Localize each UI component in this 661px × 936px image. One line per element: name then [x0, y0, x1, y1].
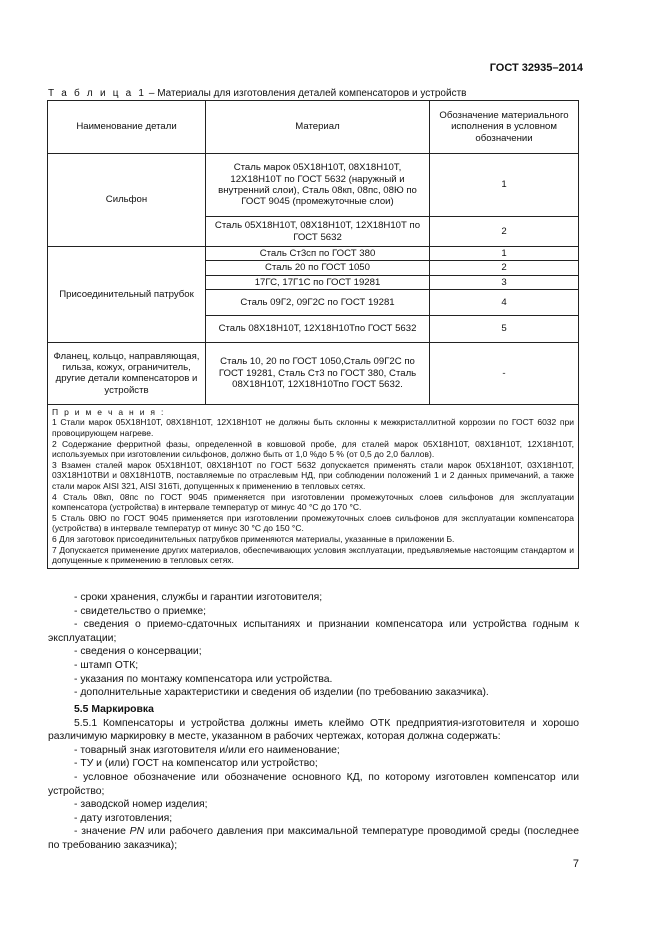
note-item: 3 Взамен сталей марок 05Х18Н10Т, 08Х18Н10Т по ГОСТ 5632 допускается применять стали марок 05Х18Н10Т, 03Х18Н10Т, 03Х18Н10ТВИ и 08Х18Н10ТВ, поставляемые по отраслевым НД, при соблюдении положений 1 и 2 данных примечаний, а также стали марок AISI 321, AISI 316Ti, допущенных к применению в тепловых сетях. — [52, 459, 574, 492]
list-item: - штамп ОТК; — [74, 659, 139, 671]
list-item: - свидетельство о приемке; — [74, 605, 207, 617]
note-item: 6 Для заготовок присоединительных патрубков применяются материалы, указанные в приложении Б. — [52, 534, 455, 545]
material-cell: Сталь 05Х18Н10Т, 08Х18Н10Т, 12Х18Н10Т по ГОСТ 5632 — [206, 217, 430, 247]
material-cell: Сталь марок 05Х18Н10Т, 08Х18Н10Т, 12Х18Н10Т по ГОСТ 5632 (наружный и внутренний слои), Сталь 08кп, 08пс, 08Ю по ГОСТ 9045 (промежуточные слои) — [206, 154, 430, 217]
material-cell: Сталь 08Х18Н10Т, 12Х18Н10Тпо ГОСТ 5632 — [206, 315, 430, 342]
code-cell: 2 — [430, 261, 579, 275]
note-item: 4 Сталь 08кп, 08пс по ГОСТ 9045 применяется при изготовлении промежуточных слоев сильфонов для эксплуатации компенсатора (устройства) в интервале температур от минус 40 °С до 170 °С. — [52, 491, 574, 513]
list-item-text: - значение — [74, 826, 130, 838]
list-item-text: или рабочего давления при максимальной температуре проводимой среды (последнее по требованию заказчика); — [48, 826, 579, 851]
part-bellows: Сильфон — [48, 154, 206, 247]
code-cell: 4 — [430, 289, 579, 315]
code-cell: 2 — [430, 217, 579, 247]
code-cell: 3 — [430, 275, 579, 289]
list-item: - условное обозначение или обозначение основного КД, по которому изготовлен компенсатор или устройство; — [48, 771, 579, 797]
note-item: 5 Сталь 08Ю по ГОСТ 9045 применяется при изготовлении промежуточных слоев сильфонов для эксплуатации компенсатора (устройства) в интервале температур от минус 30 °С до 150 °С. — [52, 512, 574, 534]
list-item: - сведения о приемо-сдаточных испытаниях и признании компенсатора или устройства годным к эксплуатации; — [48, 619, 579, 644]
table-caption — [48, 88, 608, 99]
materials-table — [47, 100, 579, 569]
note-item: 1 Стали марок 05Х18Н10Т, 08Х18Н10Т, 12Х18Н10Т не должны быть склонны к межкристаллитной коррозии по ГОСТ 6032 при провоцирующем нагреве. — [52, 417, 574, 439]
code-cell: 1 — [430, 154, 579, 217]
note-item: 2 Содержание ферритной фазы, определенной в ковшовой пробе, для сталей марок 05Х18Н10Т, 08Х18Н10Т, 12Х18Н10Т, используемых при изготовлении сильфонов, должно быть от 1,0 %до 5 % (от 0,5 до 2,0 баллов). — [52, 438, 574, 460]
list-item: - сроки хранения, службы и гарантии изготовителя; — [74, 592, 323, 603]
material-cell: Сталь 09Г2, 09Г2С по ГОСТ 19281 — [206, 289, 430, 315]
notes-title: П р и м е ч а н и я : — [52, 406, 166, 417]
list-item — [48, 825, 579, 852]
section-heading: 5.5 Маркировка — [74, 704, 154, 715]
material-cell: Сталь 20 по ГОСТ 1050 — [206, 261, 430, 275]
code-cell: 5 — [430, 315, 579, 342]
material-cell: Сталь 10, 20 по ГОСТ 1050,Сталь 09Г2С по ГОСТ 19281, Сталь Ст3 по ГОСТ 380, Сталь 08Х18Н10Т, 12Х18Н10Тпо ГОСТ 5632. — [206, 342, 430, 404]
list-item: - товарный знак изготовителя и/или его наименование; — [74, 744, 340, 756]
list-item: - дату изготовления; — [74, 812, 173, 824]
part-connecting-pipe: Присоединительный патрубок — [48, 247, 206, 343]
part-flange-and-others: Фланец, кольцо, направляющая, гильза, кожух, ограничитель, другие детали компенсаторов и устройств — [48, 342, 206, 404]
material-cell: Сталь Ст3сп по ГОСТ 380 — [206, 247, 430, 261]
table-caption-text: – Материалы для изготовления деталей компенсаторов и устройств — [146, 88, 467, 99]
header-material: Материал — [206, 101, 430, 154]
table-notes — [48, 404, 579, 568]
table-caption-label: Т а б л и ц а 1 — [48, 88, 147, 99]
list-item: - указания по монтажу компенсатора или устройства. — [74, 673, 333, 685]
section-intro: 5.5.1 Компенсаторы и устройства должны иметь клеймо ОТК предприятия-изготовителя и хорошо различимую маркировку в месте, указанном в рабочих чертежах, которая должна содержать: — [48, 717, 579, 743]
note-item: 7 Допускается применение других материалов, обеспечивающих условия эксплуатации, предъявляемые настоящим стандартом и допущенные к применению в тепловых сетях. — [52, 544, 574, 566]
header-part: Наименование детали — [48, 101, 206, 154]
code-cell: - — [430, 342, 579, 404]
list-item: - дополнительные характеристики и сведения об изделии (по требованию заказчика). — [74, 687, 489, 699]
pn-symbol: PN — [129, 826, 145, 838]
list-item: - ТУ и (или) ГОСТ на компенсатор или устройство; — [74, 758, 318, 770]
marking-section — [48, 703, 579, 853]
header-designation: Обозначение материального исполнения в условном обозначении — [430, 101, 579, 154]
page-number: 7 — [572, 858, 579, 870]
list-item: - заводской номер изделия; — [74, 799, 208, 811]
passport-contents-list — [48, 591, 579, 700]
material-cell: 17ГС, 17Г1С по ГОСТ 19281 — [206, 275, 430, 289]
list-item: - сведения о консервации; — [74, 646, 202, 658]
code-cell: 1 — [430, 247, 579, 261]
document-id: ГОСТ 32935–2014 — [489, 62, 583, 74]
